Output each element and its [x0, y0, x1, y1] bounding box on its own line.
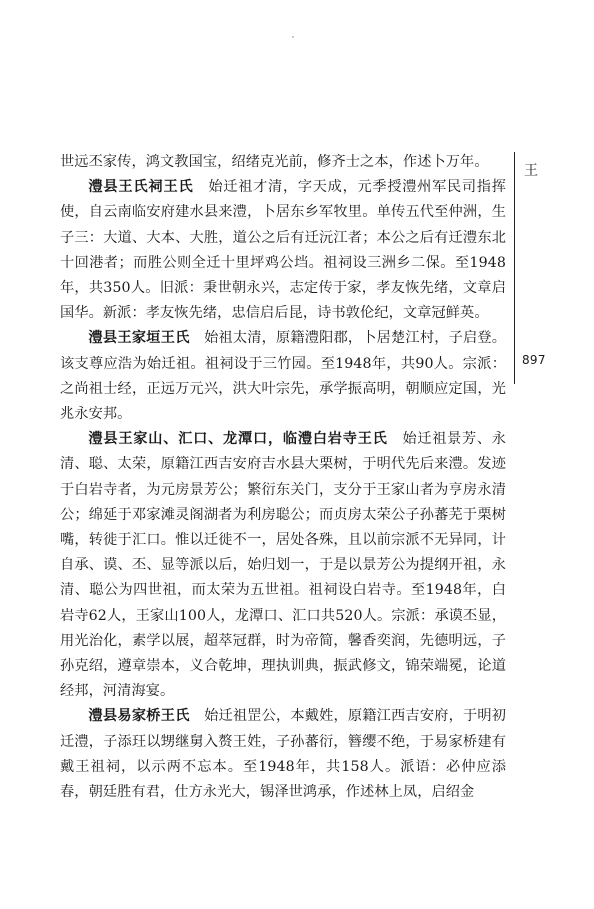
- entry-yi-jia-qiao: [60, 704, 506, 805]
- page-number: 897: [522, 353, 546, 367]
- main-text-column: [60, 150, 506, 805]
- entry-wang-jia-shan: [60, 427, 506, 704]
- entry-text: 始迁祖才清，字天成，元季授澧州军民司指挥使，自云南临安府建水县来澧，卜居东乡军牧里。单传五代至仲洲，生子三：大道、大本、大胜，道公之后有迁沅江者；本公之后有迁澧东北十回港者；而胜公则全迁十里坪鸡公垱。祖祠设三洲乡二保。至1948年，共350人。旧派：秉世朝永兴，志定传于家，孝友恢先绪，文章启国华。新派：孝友恢先绪，忠信启后昆，诗书敦伦纪，文章冠鲜英。: [60, 179, 507, 322]
- scan-speck: [292, 36, 294, 38]
- entry-heading: 澧县王家垣王氏: [88, 330, 190, 347]
- running-head-char: 王: [524, 163, 538, 179]
- entry-wang-jia-yuan: [60, 326, 506, 427]
- paragraph-continuation: [60, 150, 506, 175]
- entry-text: 始迁祖罡公，本戴姓，原籍江西吉安府，于明初迁澧，子添玨以甥继舅入赘王姓，子孙蕃衍，簪缨不绝，于易家桥建有戴王祖祠，以示两不忘本。至1948年，共158人。派语：必仲应添春，朝廷胜有君，仕方永光大，锡泽世鸿承，作述林上凤，启绍金: [60, 708, 506, 801]
- margin-rule: [514, 152, 515, 384]
- entry-wang-shi-ci: [60, 175, 506, 326]
- entry-text: 始祖太清，原籍澧阳郡，卜居楚江村，子启登。该支尊应浩为始迁祖。祖祠设于三竹园。至1948年，共90人。宗派：之尚祖士经，正远万元兴，洪大叶宗先，承学振高明，朝顺应定国，光兆永安邦。: [60, 330, 506, 423]
- entry-text: 始迁祖景芳、永清、聪、太荣，原籍江西吉安府吉水县大栗树，于明代先后来澧。发迹于白岩寺者，为元房景芳公；繁衍东关门，支分于王家山者为亨房永清公；绵延于邓家滩灵阁湖者为利房聪公；而贞房太荣公子孙蕃芜于栗树嘴，转徙于汇口。惟以迁徙不一，居处各殊，且以前宗派不无异同，计自承、谟、丕、显等派以后，始归划一，于是以景芳公为提纲开祖，永清、聪公为四世祖，而太荣为五世祖。祖祠设白岩寺。至1948年，白岩寺62人，王家山100人，龙潭口、汇口共520人。宗派：承谟丕显，用光治化，素学以展，超萃冠群，时为帝简，馨香奕润，先德明远，子孙克绍，遵章崇本，义合乾坤，理执训典，振武修文，锦荣端冕，论道经邦，河清海宴。: [60, 431, 506, 700]
- paragraph-text: 世远丕家传，鸿文教国宝，绍绪克光前，修齐士之本，作述卜万年。: [60, 154, 489, 170]
- entry-heading: 澧县王氏祠王氏: [88, 179, 194, 196]
- entry-heading: 澧县王家山、汇口、龙潭口，临澧白岩寺王氏: [88, 431, 388, 448]
- entry-heading: 澧县易家桥王氏: [88, 708, 190, 725]
